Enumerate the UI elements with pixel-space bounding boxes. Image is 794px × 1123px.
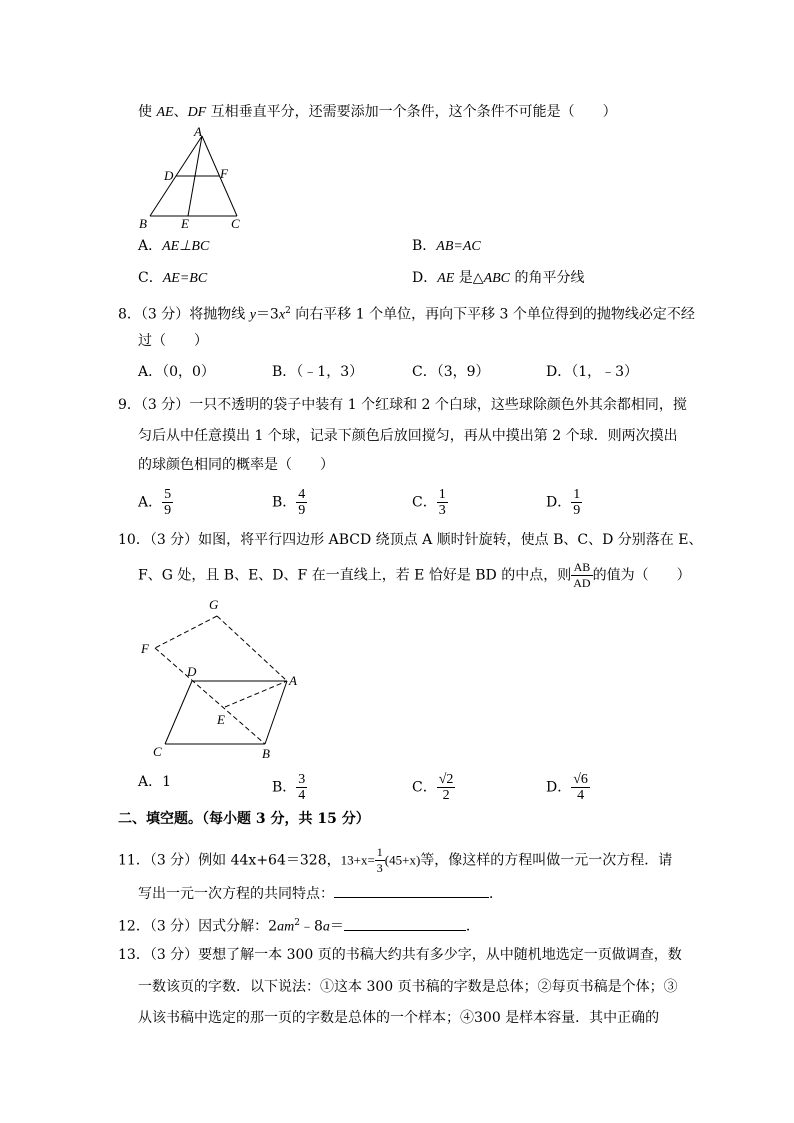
q9-option-d: D． $\frac{1}{9}$ xyxy=(546,487,581,518)
q8-stem-line2: 过（ ） xyxy=(138,333,208,349)
label-a: A xyxy=(194,126,202,139)
fraction: $\frac{3}{4}$ xyxy=(298,772,306,803)
q7-option-b: B．AB=AC xyxy=(412,238,481,254)
fraction: $\frac{1}{3}$ xyxy=(438,487,446,518)
label-c: C xyxy=(153,744,162,759)
q7-option-c: C．AE=BC xyxy=(138,270,208,286)
q13-stem-line2: 一数该页的字数．以下说法：①这本 300 页书稿的字数是总体；②每页书稿是个体；③ xyxy=(138,979,678,995)
q10-stem-line1: 10．（3 分）如图，将平行四边形 ABCD 绕顶点 A 顺时针旋转，使点 B、C、D 分别落在 E、 xyxy=(118,532,703,548)
label-d: D xyxy=(164,168,174,183)
q11-stem-line1: 11．（3 分）例如 44x+64＝328，13+x= $\frac{1}{3}$ (45+x)等，像这样的方程叫做一元一次方程．请 xyxy=(118,845,673,875)
fraction: $\frac{√2}{2}$ xyxy=(438,772,454,803)
segment-dc xyxy=(165,681,192,744)
label-e: E xyxy=(217,712,225,727)
answer-blank[interactable] xyxy=(334,883,489,898)
fraction: $\frac{√6}{4}$ xyxy=(573,772,588,803)
q10-option-a: A．1 xyxy=(138,774,172,790)
segment-ga-dashed xyxy=(217,616,287,681)
label-b: B xyxy=(139,216,147,231)
q9-stem-line1: 9．（3 分）一只不透明的袋子中装有 1 个红球和 2 个白球，这些球除颜色外其余都相同，搅 xyxy=(118,397,687,413)
q10-parallelogram-figure xyxy=(135,596,310,764)
fraction: $\frac{4}{9}$ xyxy=(298,487,306,518)
q8-option-d: D．（1，﹣3） xyxy=(546,364,639,380)
q9-stem-line3: 的球颜色相同的概率是（ ） xyxy=(138,457,334,473)
q8-option-b: B．（﹣1，3） xyxy=(272,364,364,380)
q10-stem-line2: F、G 处，且 B、E、D、F 在一直线上，若 E 恰好是 BD 的中点，则 $\frac{AB}{AD}$ 的值为（ ） xyxy=(138,560,691,590)
q8-option-a: A．（0，0） xyxy=(138,364,215,380)
q13-stem-line3: 从该书稿中选定的那一页的字数是总体的一个样本；④300 是样本容量．其中正确的 xyxy=(138,1010,660,1026)
q13-stem-line1: 13．（3 分）要想了解一本 300 页的书稿大约共有多少字，从中随机地选定一页做调查，数 xyxy=(118,947,682,963)
label-f: F xyxy=(220,166,228,181)
q8-stem: 8．（3 分）将抛物线 $y=3x^2$ 向右平移 1 个单位，再向下平移 3 个单位得到的抛物线必定不经 xyxy=(118,306,695,323)
fraction: $\frac{5}{9}$ xyxy=(164,487,172,518)
fraction: $\frac{1}{9}$ xyxy=(573,487,581,518)
q8-option-c: C．（3，9） xyxy=(412,364,490,380)
label-b: B xyxy=(262,746,270,761)
label-c: C xyxy=(231,216,240,231)
q10-option-c: C． $\frac{√2}{2}$ xyxy=(412,772,454,803)
q9-stem-line2: 匀后从中任意摸出 1 个球，记录下颜色后放回搅匀，再从中摸出第 2 个球．则两次摸出 xyxy=(138,428,678,444)
q7-option-d: D．AE 是△ABC 的角平分线 xyxy=(412,270,585,286)
label-f: F xyxy=(141,641,149,656)
q12-stem: 12．（3 分）因式分解：$2am^2﹣8a=$ ． xyxy=(118,913,480,938)
q7-triangle-figure xyxy=(135,126,255,234)
label-a: A xyxy=(289,673,297,688)
q9-option-a: A． $\frac{5}{9}$ xyxy=(138,487,172,518)
q9-option-b: B． $\frac{4}{9}$ xyxy=(272,487,306,518)
segment-ea-dashed xyxy=(225,681,287,707)
label-g: G xyxy=(209,597,219,612)
section-heading-fill-in: 二、填空题。（每小题 3 分，共 15 分） xyxy=(118,811,370,827)
label-d: D xyxy=(187,664,197,679)
fraction-one-third: $\frac{1}{3}$ xyxy=(376,845,383,875)
segment-gf-dashed xyxy=(155,616,217,648)
fraction-ab-ad: $\frac{AB}{AD}$ xyxy=(573,560,591,590)
q11-stem-line2: 写出一元一次方程的共同特点： ． xyxy=(138,883,503,904)
segment-ba xyxy=(265,681,287,744)
q10-option-b: B． $\frac{3}{4}$ xyxy=(272,772,306,803)
q9-option-c: C． $\frac{1}{3}$ xyxy=(412,487,446,518)
q7-option-a: A．AE⊥BC xyxy=(138,238,210,254)
label-e: E xyxy=(181,216,189,231)
q7-stem: 使 AE、DF 互相垂直平分，还需要添加一个条件，这个条件不可能是（ ） xyxy=(138,104,617,120)
answer-blank[interactable] xyxy=(344,916,466,931)
q10-option-d: D． $\frac{√6}{4}$ xyxy=(546,772,588,803)
